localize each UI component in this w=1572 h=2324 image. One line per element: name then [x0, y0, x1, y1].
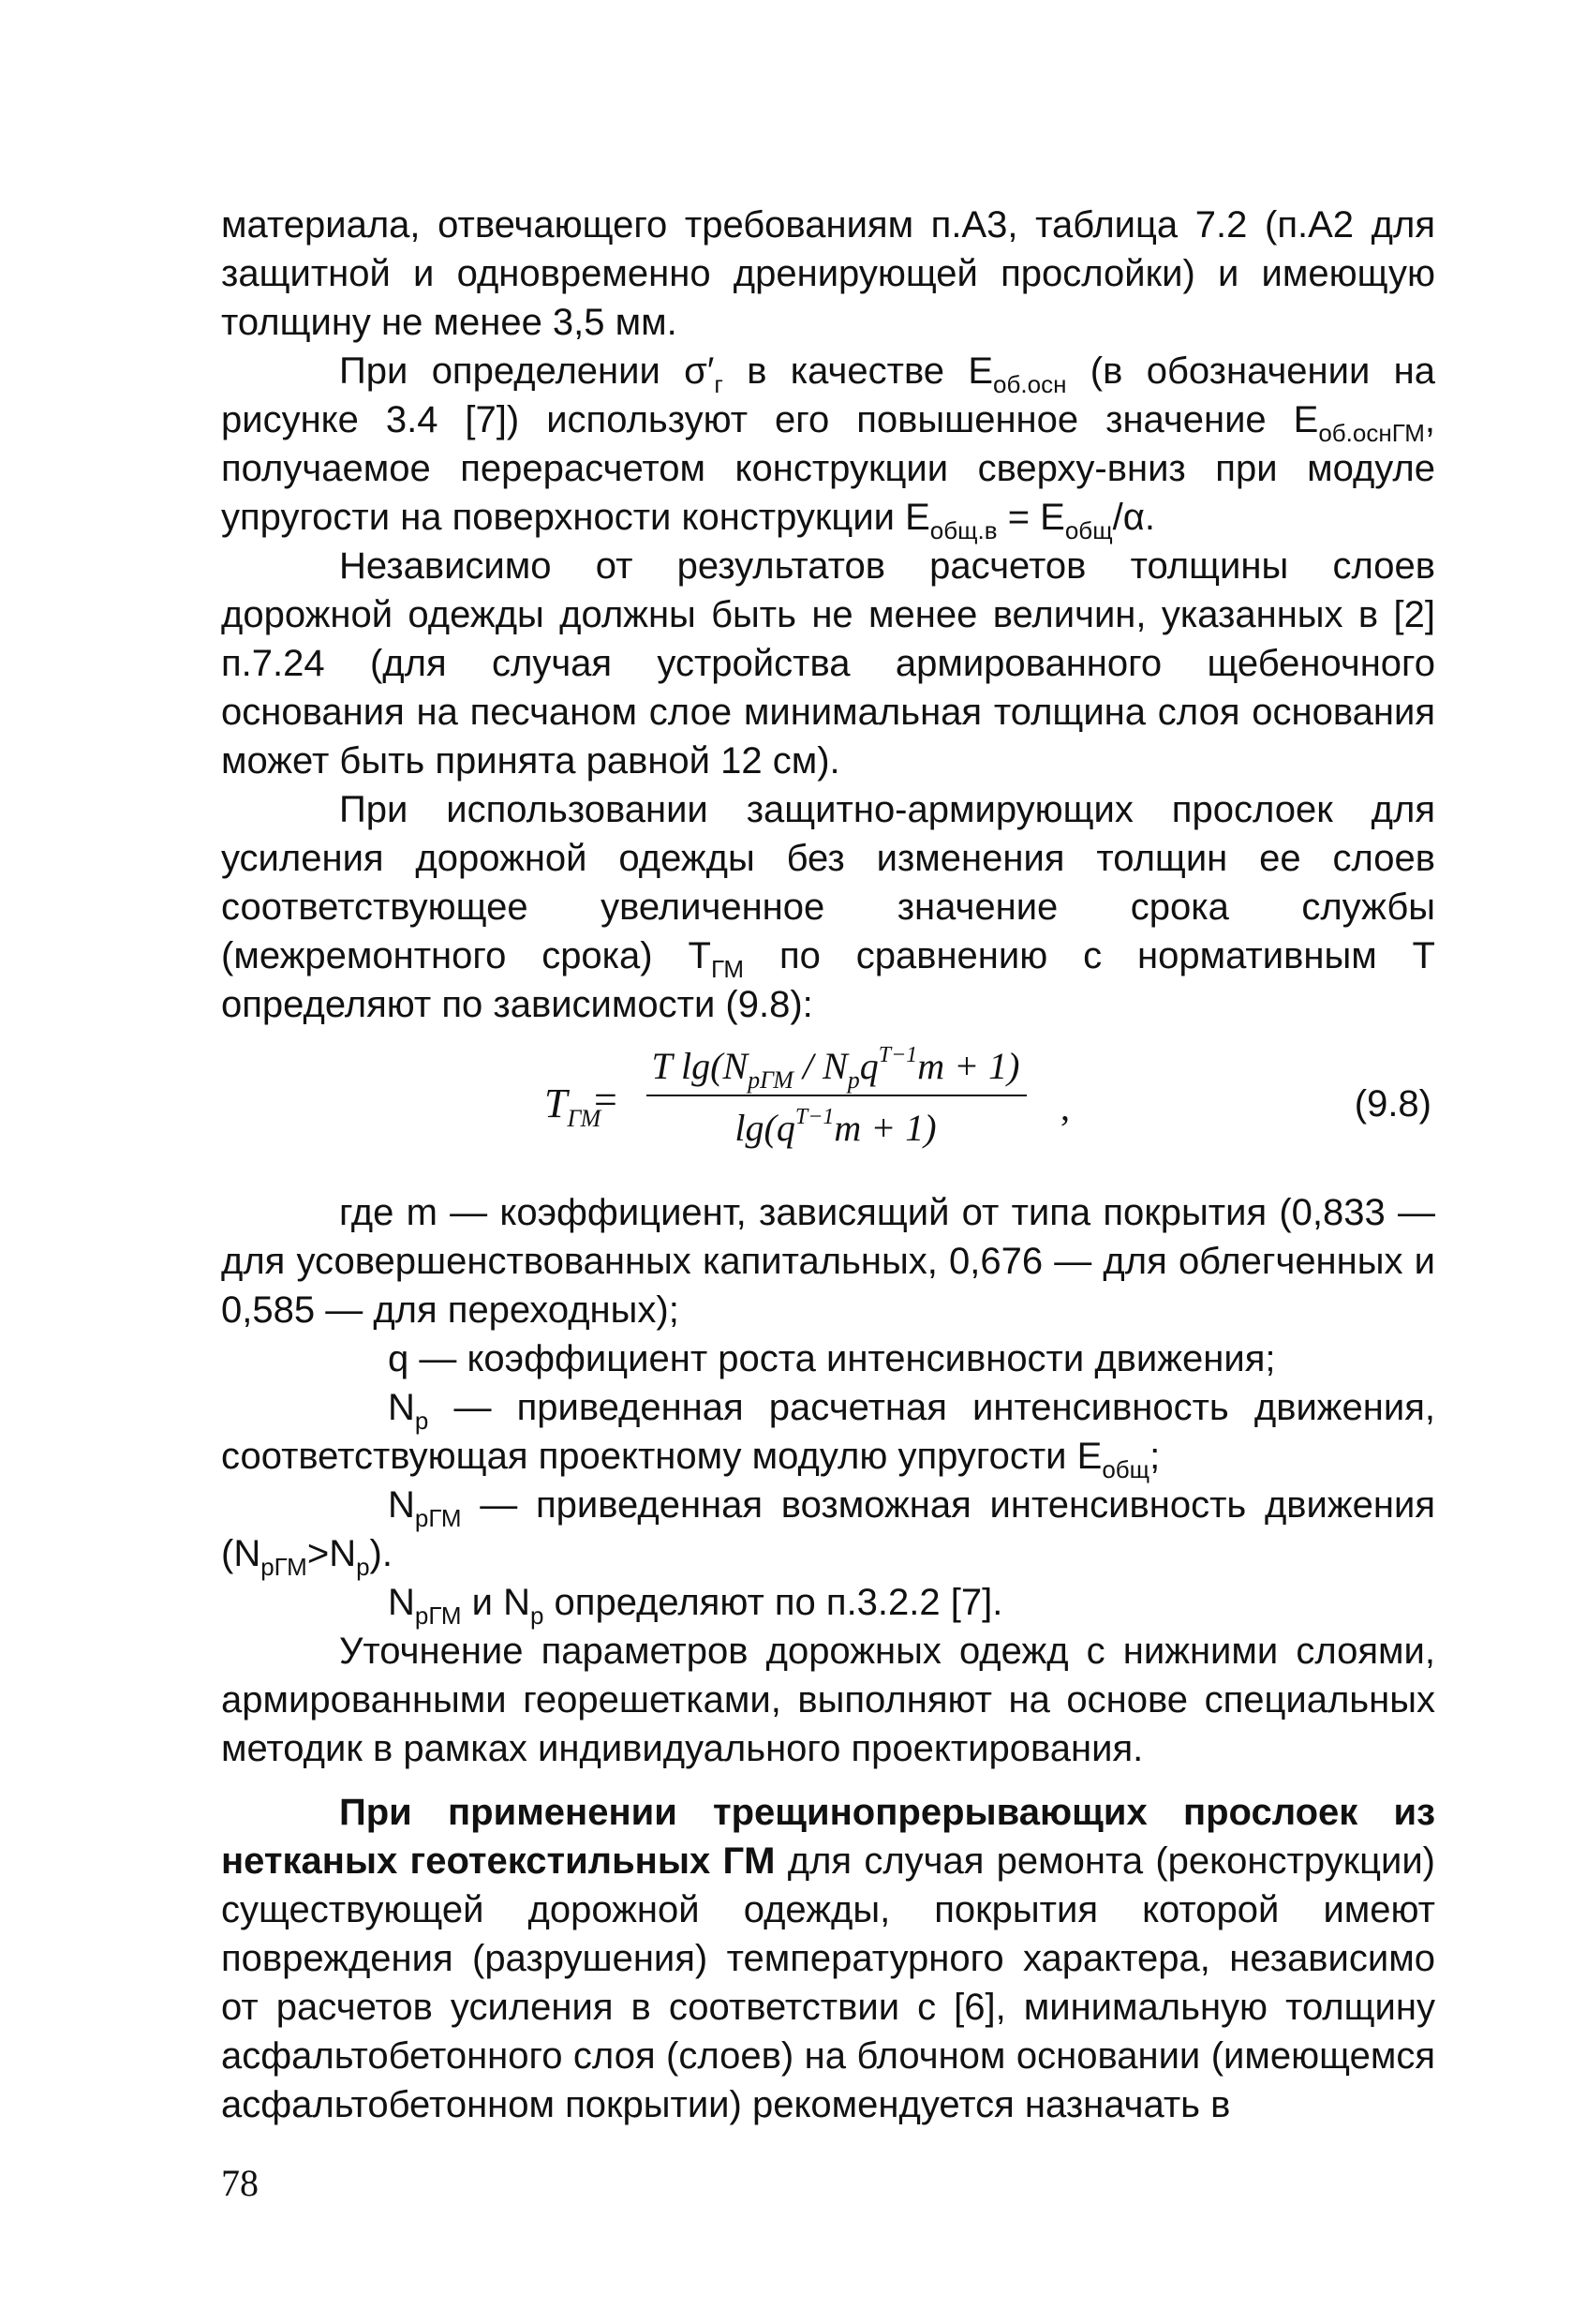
formula-9-8: [221, 1043, 1435, 1162]
formula-number: (9.8): [1354, 1083, 1431, 1125]
paragraph-2: При определении $\sigma'_г$ в качестве $E_{об.осн}$ (в обозначении на рисунке 3.4 [7]) используют его повышенное значение $E_{об.оснГМ}$, получаемое перерасчетом конструкции сверху-вниз при модуле упругости на поверхности конструкции $E_{общ.в} = E_{общ}/\alpha$.: [221, 350, 1435, 544]
paragraph-4: При использовании защитно-армирующих прослоек для усиления дорожной одежды без изменения толщин ее слоев соответствующее увеличенное значение срока службы (межремонтного срока) $T_{ГМ}$ по сравнению с нормативным T определяют по зависимости (9.8):: [221, 789, 1435, 1025]
paragraph-11: При применении трещинопрерывающих прослоек из нетканых геотекстильных ГМ для случая ремонта (реконструкции) существующей дорожной одежды, покрытия которой имеют повреждения (разрушения) температурного характера, независимо от расчетов усиления в соответствии с [6], минимальную толщину асфальтобетонного слоя (слоев) на блочном основании (имеющемся асфальтобетонном покрытии) рекомендуется назначать в: [221, 1792, 1435, 2125]
paragraph-1: материала, отвечающего требованиям п.А3, таблица 7.2 (п.А2 для защитной и одновременно дренирующей прослойки) и имеющую толщину не менее 3,5 мм.: [221, 204, 1435, 343]
formula-fraction-bar: [646, 1095, 1027, 1096]
page-number: 78: [221, 2162, 259, 2204]
formula-numerator: T $\lg(N_{рГМ} / N_рq^{T-1}m + 1)$: [651, 1043, 1020, 1094]
body-text: [221, 201, 1435, 2129]
formula-equals: =: [594, 1077, 617, 1123]
paragraph-6: q — коэффициент роста интенсивности движения;: [388, 1338, 1276, 1379]
paragraph-3: Независимо от результатов расчетов толщины слоев дорожной одежды должны быть не менее величин, указанных в [2] п.7.24 (для случая устройства армированного щебеночного основания на песчаном слое минимальная толщина слоя основания может быть принята равной 12 см).: [221, 545, 1435, 782]
paragraph-10: Уточнение параметров дорожных одежд с нижними слоями, армированными георешетками, выполняют на основе специальных методик в рамках индивидуального проектирования.: [221, 1631, 1435, 1769]
paragraph-5: где m — коэффициент, зависящий от типа покрытия (0,833 — для усовершенствованных капитальных, 0,676 — для облегченных и 0,585 — для переходных);: [221, 1192, 1435, 1331]
paragraph-9: $N_{рГМ}$ и $N_р$ определяют по п.3.2.2 [7].: [388, 1582, 1003, 1630]
paragraph-7: $N_р$ — приведенная расчетная интенсивность движения, соответствующая проектному модулю упругости $E_{общ}$;: [221, 1387, 1435, 1483]
paragraph-8: $N_{рГМ}$ — приведенная возможная интенсивность движения $(N_{рГМ}>N_р)$.: [221, 1484, 1435, 1581]
formula-comma: ,: [1060, 1086, 1070, 1128]
paragraph-11-bold-lead: При применении трещинопрерывающих прослоек из нетканых геотекстильных ГМ: [221, 1792, 1435, 1882]
formula-denominator: $\lg(q^{T-1}m + 1)$: [734, 1105, 937, 1149]
formula-lhs: $T_{ГМ}$: [544, 1080, 601, 1132]
